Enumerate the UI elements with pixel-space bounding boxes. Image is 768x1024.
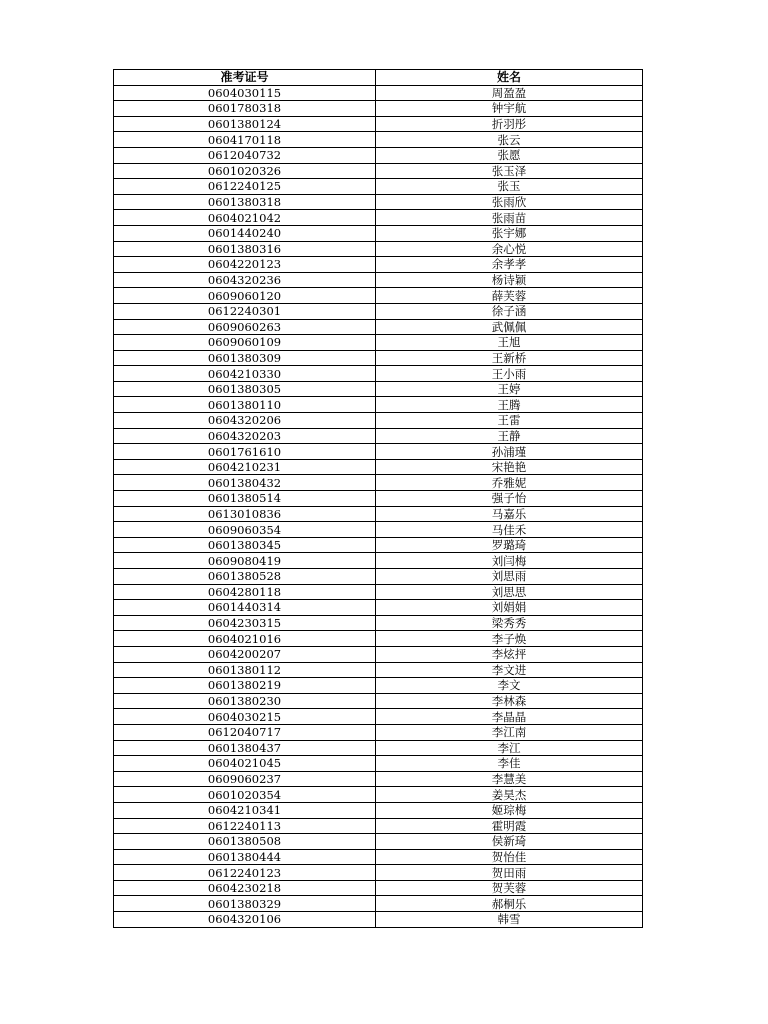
name-cell: 王旭 [376, 335, 643, 351]
name-cell: 武佩佩 [376, 319, 643, 335]
table-row [114, 179, 643, 195]
name-cell: 马佳禾 [376, 522, 643, 538]
exam-number-cell: 0601380345 [114, 537, 376, 553]
name-cell: 刘思雨 [376, 569, 643, 585]
exam-number-cell: 0604210231 [114, 459, 376, 475]
name-cell: 马嘉乐 [376, 506, 643, 522]
candidate-table [113, 69, 643, 928]
exam-number-cell: 0601380444 [114, 849, 376, 865]
table-row [114, 771, 643, 787]
table-row [114, 569, 643, 585]
name-cell: 李炫抨 [376, 646, 643, 662]
table-row [114, 553, 643, 569]
table-row [114, 896, 643, 912]
exam-number-cell: 0612040717 [114, 724, 376, 740]
name-cell: 张雨苗 [376, 210, 643, 226]
table-row [114, 709, 643, 725]
name-cell: 张愿 [376, 147, 643, 163]
name-cell: 张宇娜 [376, 225, 643, 241]
table-row [114, 693, 643, 709]
exam-number-cell: 0601380514 [114, 491, 376, 507]
name-cell: 王婷 [376, 381, 643, 397]
exam-number-cell: 0601780318 [114, 101, 376, 117]
name-cell: 余孝孝 [376, 257, 643, 273]
name-cell: 乔雅妮 [376, 475, 643, 491]
table-row [114, 802, 643, 818]
name-cell: 钟宇航 [376, 101, 643, 117]
exam-number-cell: 0604021016 [114, 631, 376, 647]
exam-number-cell: 0609060109 [114, 335, 376, 351]
exam-number-cell: 0613010836 [114, 506, 376, 522]
table-row [114, 413, 643, 429]
name-cell: 罗璐琦 [376, 537, 643, 553]
exam-number-cell: 0604200207 [114, 646, 376, 662]
exam-number-cell: 0604210341 [114, 802, 376, 818]
table-row [114, 194, 643, 210]
name-cell: 姜昊杰 [376, 787, 643, 803]
name-cell: 王静 [376, 428, 643, 444]
exam-number-cell: 0601380318 [114, 194, 376, 210]
table-row [114, 381, 643, 397]
name-cell: 余心悦 [376, 241, 643, 257]
name-cell: 张云 [376, 132, 643, 148]
exam-number-cell: 0609060120 [114, 288, 376, 304]
table-row [114, 132, 643, 148]
exam-number-cell: 0604021045 [114, 756, 376, 772]
exam-number-cell: 0609080419 [114, 553, 376, 569]
table-row [114, 428, 643, 444]
name-cell: 刘思思 [376, 584, 643, 600]
name-cell: 李江南 [376, 724, 643, 740]
table-row [114, 849, 643, 865]
column-header-name: 姓名 [376, 70, 643, 86]
name-cell: 折羽彤 [376, 116, 643, 132]
exam-number-cell: 0601380219 [114, 678, 376, 694]
table-row [114, 272, 643, 288]
exam-number-cell: 0604320106 [114, 912, 376, 928]
exam-number-cell: 0601761610 [114, 444, 376, 460]
table-row [114, 600, 643, 616]
name-cell: 姬琮梅 [376, 802, 643, 818]
name-cell: 霍明霞 [376, 818, 643, 834]
exam-number-cell: 0601380316 [114, 241, 376, 257]
table-row [114, 537, 643, 553]
table-row [114, 241, 643, 257]
table-row [114, 631, 643, 647]
table-row [114, 678, 643, 694]
table-row [114, 397, 643, 413]
table-header-row [114, 70, 643, 86]
table-row [114, 756, 643, 772]
table-row [114, 116, 643, 132]
name-cell: 孙浦瑾 [376, 444, 643, 460]
name-cell: 强子怡 [376, 491, 643, 507]
table-row [114, 646, 643, 662]
table-row [114, 506, 643, 522]
name-cell: 徐子涵 [376, 303, 643, 319]
name-cell: 李子焕 [376, 631, 643, 647]
table-row [114, 880, 643, 896]
exam-number-cell: 0604320206 [114, 413, 376, 429]
name-cell: 王雷 [376, 413, 643, 429]
name-cell: 李林森 [376, 693, 643, 709]
name-cell: 侯新琦 [376, 834, 643, 850]
table-row [114, 662, 643, 678]
table-row [114, 475, 643, 491]
name-cell: 刘娟娟 [376, 600, 643, 616]
name-cell: 韩雪 [376, 912, 643, 928]
table-row [114, 724, 643, 740]
exam-number-cell: 0604230315 [114, 615, 376, 631]
table-row [114, 584, 643, 600]
exam-number-cell: 0609060354 [114, 522, 376, 538]
exam-number-cell: 0601020326 [114, 163, 376, 179]
exam-number-cell: 0604210330 [114, 366, 376, 382]
name-cell: 贺田雨 [376, 865, 643, 881]
exam-number-cell: 0612240125 [114, 179, 376, 195]
exam-number-cell: 0601380124 [114, 116, 376, 132]
exam-number-cell: 0604030115 [114, 85, 376, 101]
name-cell: 刘闫梅 [376, 553, 643, 569]
exam-number-cell: 0601380508 [114, 834, 376, 850]
table-row [114, 163, 643, 179]
exam-number-cell: 0604021042 [114, 210, 376, 226]
name-cell: 李晶晶 [376, 709, 643, 725]
name-cell: 贺怡佳 [376, 849, 643, 865]
table-row [114, 865, 643, 881]
exam-number-cell: 0601380528 [114, 569, 376, 585]
name-cell: 薛芙蓉 [376, 288, 643, 304]
name-cell: 周盈盈 [376, 85, 643, 101]
table-row [114, 912, 643, 928]
exam-number-cell: 0601440314 [114, 600, 376, 616]
name-cell: 李佳 [376, 756, 643, 772]
exam-number-cell: 0604280118 [114, 584, 376, 600]
exam-number-cell: 0601380437 [114, 740, 376, 756]
exam-number-cell: 0604320203 [114, 428, 376, 444]
exam-number-cell: 0612240123 [114, 865, 376, 881]
table-row [114, 834, 643, 850]
exam-number-cell: 0604170118 [114, 132, 376, 148]
table-row [114, 225, 643, 241]
name-cell: 李江 [376, 740, 643, 756]
table-row [114, 350, 643, 366]
name-cell: 李文进 [376, 662, 643, 678]
table-row [114, 740, 643, 756]
exam-number-cell: 0601380309 [114, 350, 376, 366]
name-cell: 李文 [376, 678, 643, 694]
name-cell: 王腾 [376, 397, 643, 413]
table-row [114, 366, 643, 382]
table-row [114, 818, 643, 834]
exam-number-cell: 0601380110 [114, 397, 376, 413]
exam-number-cell: 0612040732 [114, 147, 376, 163]
table-row [114, 147, 643, 163]
exam-number-cell: 0601380432 [114, 475, 376, 491]
table-row [114, 522, 643, 538]
exam-number-cell: 0601020354 [114, 787, 376, 803]
name-cell: 王小雨 [376, 366, 643, 382]
name-cell: 杨诗颖 [376, 272, 643, 288]
table-row [114, 319, 643, 335]
table-row [114, 101, 643, 117]
table-row [114, 787, 643, 803]
name-cell: 王新桥 [376, 350, 643, 366]
table-row [114, 615, 643, 631]
exam-number-cell: 0609060263 [114, 319, 376, 335]
table-row [114, 335, 643, 351]
exam-number-cell: 0601380329 [114, 896, 376, 912]
exam-number-cell: 0604220123 [114, 257, 376, 273]
table-row [114, 303, 643, 319]
table-row [114, 459, 643, 475]
exam-number-cell: 0604030215 [114, 709, 376, 725]
table-row [114, 257, 643, 273]
name-cell: 李慧美 [376, 771, 643, 787]
exam-number-cell: 0604320236 [114, 272, 376, 288]
column-header-exam-number: 准考证号 [114, 70, 376, 86]
exam-number-cell: 0612240113 [114, 818, 376, 834]
name-cell: 梁秀秀 [376, 615, 643, 631]
exam-number-cell: 0609060237 [114, 771, 376, 787]
name-cell: 张玉泽 [376, 163, 643, 179]
exam-number-cell: 0601380230 [114, 693, 376, 709]
name-cell: 贺芙蓉 [376, 880, 643, 896]
exam-number-cell: 0612240301 [114, 303, 376, 319]
exam-number-cell: 0601380112 [114, 662, 376, 678]
table-body [114, 85, 643, 927]
table-row [114, 85, 643, 101]
name-cell: 郝桐乐 [376, 896, 643, 912]
name-cell: 宋艳艳 [376, 459, 643, 475]
table-row [114, 288, 643, 304]
table-row [114, 210, 643, 226]
table-row [114, 491, 643, 507]
table-row [114, 444, 643, 460]
exam-number-cell: 0601380305 [114, 381, 376, 397]
name-cell: 张雨欣 [376, 194, 643, 210]
exam-number-cell: 0604230218 [114, 880, 376, 896]
name-cell: 张玉 [376, 179, 643, 195]
exam-number-cell: 0601440240 [114, 225, 376, 241]
